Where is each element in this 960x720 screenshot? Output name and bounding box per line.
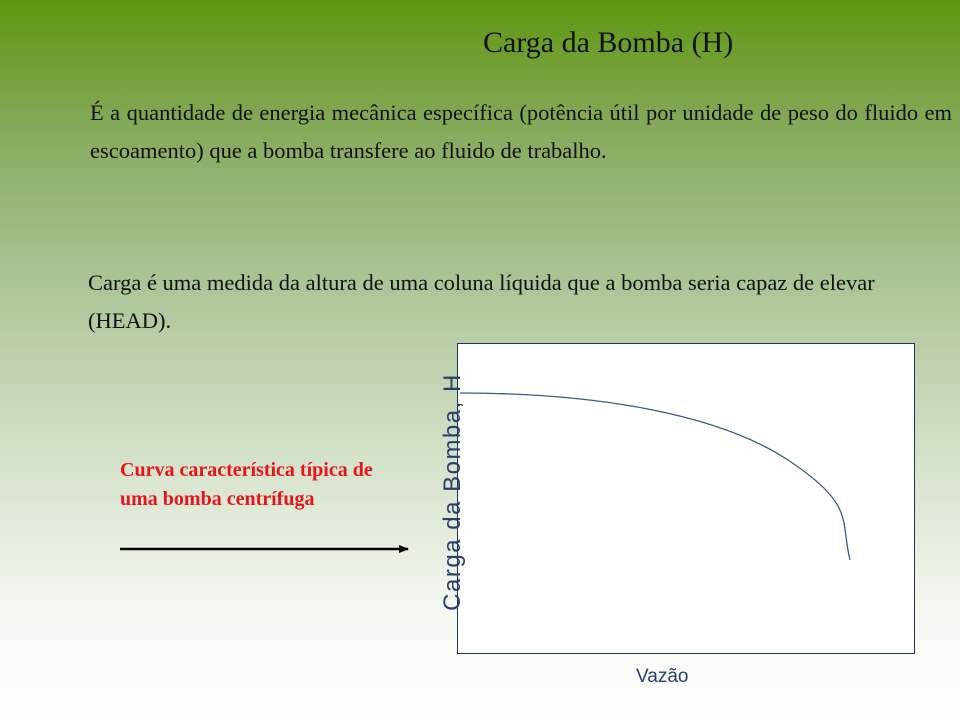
x-axis-label: Vazão [636, 666, 689, 687]
y-axis-label: Carga da Bomba, H [439, 373, 466, 611]
definition-paragraph: É a quantidade de energia mecânica específica (potência útil por unidade de peso do fluido em escoamento) que a bomba transfere ao fluido de trabalho. [90, 100, 952, 163]
head-explanation-paragraph: Carga é uma medida da altura de uma coluna líquida que a bomba seria capaz de elevar (HEAD). [88, 270, 875, 333]
pump-head-curve [460, 393, 850, 560]
curve-callout-text: Curva característica típica de uma bomba centrífuga [120, 459, 373, 510]
slide-title: Carga da Bomba (H) [483, 26, 734, 59]
